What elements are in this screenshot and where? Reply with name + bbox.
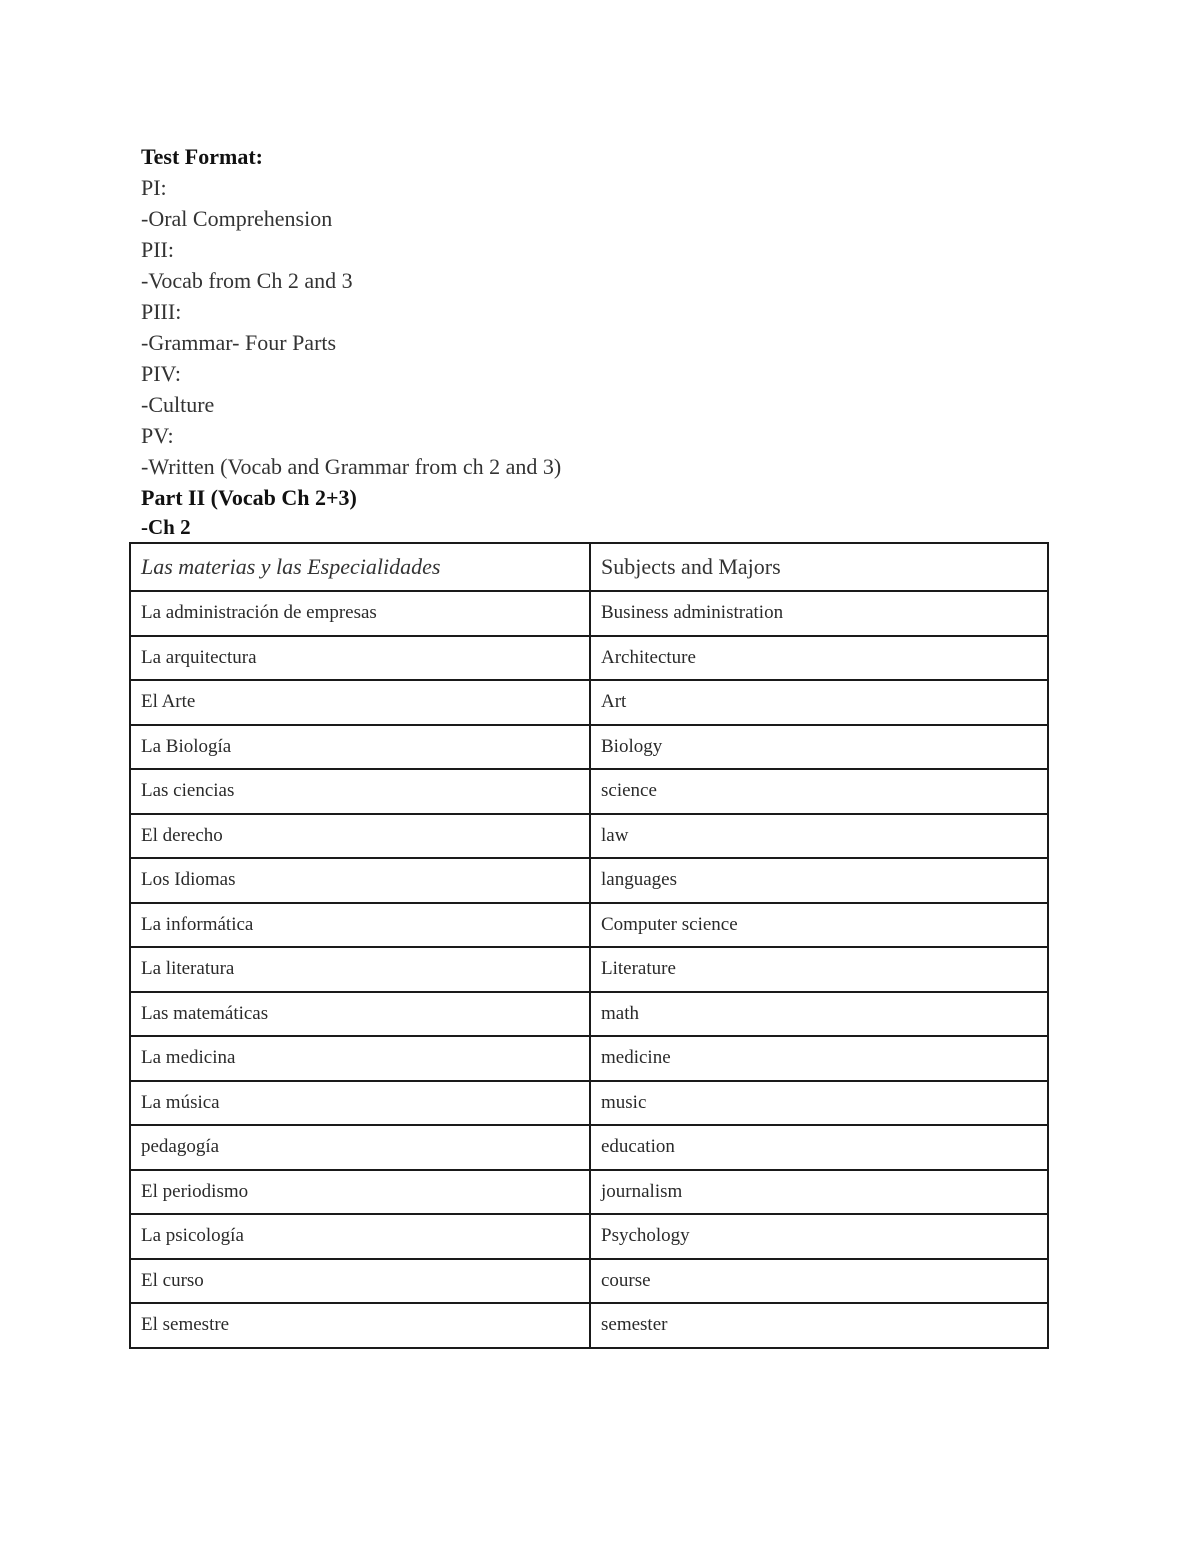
vocab-table [129,542,1049,1349]
header-cell-spanish: Las materias y las Especialidades [130,543,590,591]
spanish-term: Las ciencias [130,769,590,814]
english-term: semester [590,1303,1048,1348]
english-term: music [590,1081,1048,1126]
header-cell-english: Subjects and Majors [590,543,1048,591]
english-term: math [590,992,1048,1037]
spanish-term: La medicina [130,1036,590,1081]
outline-line: PV: [141,423,174,448]
outline-line: -Grammar- Four Parts [141,330,337,355]
english-term: Computer science [590,903,1048,948]
english-term: journalism [590,1170,1048,1215]
table-row [130,1303,1048,1348]
spanish-term: La Biología [130,725,590,770]
table-row [130,591,1048,636]
spanish-term: La psicología [130,1214,590,1259]
spanish-term: El Arte [130,680,590,725]
table-row [130,858,1048,903]
spanish-term: Las matemáticas [130,992,590,1037]
english-term: Art [590,680,1048,725]
table-row [130,1125,1048,1170]
table-row [130,1259,1048,1304]
spanish-term: El periodismo [130,1170,590,1215]
english-term: medicine [590,1036,1048,1081]
table-header-row [130,543,1048,591]
outline-line: -Oral Comprehension [141,206,333,231]
outline-line: PII: [141,237,174,262]
english-term: Psychology [590,1214,1048,1259]
english-term: science [590,769,1048,814]
english-term: languages [590,858,1048,903]
english-term: Business administration [590,591,1048,636]
table-row [130,680,1048,725]
table-row [130,725,1048,770]
spanish-term: La literatura [130,947,590,992]
english-term: course [590,1259,1048,1304]
english-term: Biology [590,725,1048,770]
english-term: law [590,814,1048,859]
table-row [130,947,1048,992]
table-row [130,636,1048,681]
outline-line: PI: [141,175,167,200]
english-term: Architecture [590,636,1048,681]
test-format-outline [141,141,1041,541]
outline-line: PIII: [141,299,182,324]
spanish-term: La administración de empresas [130,591,590,636]
table-row [130,903,1048,948]
spanish-term: El semestre [130,1303,590,1348]
chapter-heading: -Ch 2 [141,515,191,539]
outline-line: PIV: [141,361,181,386]
table-row [130,992,1048,1037]
spanish-term: El curso [130,1259,590,1304]
table-row [130,814,1048,859]
outline-line: -Culture [141,392,215,417]
spanish-term: La informática [130,903,590,948]
part-heading: Part II (Vocab Ch 2+3) [141,485,357,510]
table-row [130,1081,1048,1126]
test-format-heading: Test Format: [141,144,263,169]
table-row [130,1036,1048,1081]
spanish-term: pedagogía [130,1125,590,1170]
spanish-term: El derecho [130,814,590,859]
spanish-term: La música [130,1081,590,1126]
table-row [130,769,1048,814]
english-term: Literature [590,947,1048,992]
spanish-term: La arquitectura [130,636,590,681]
table-row [130,1214,1048,1259]
outline-line: -Written (Vocab and Grammar from ch 2 and 3) [141,454,562,479]
table-row [130,1170,1048,1215]
spanish-term: Los Idiomas [130,858,590,903]
outline-line: -Vocab from Ch 2 and 3 [141,268,353,293]
english-term: education [590,1125,1048,1170]
